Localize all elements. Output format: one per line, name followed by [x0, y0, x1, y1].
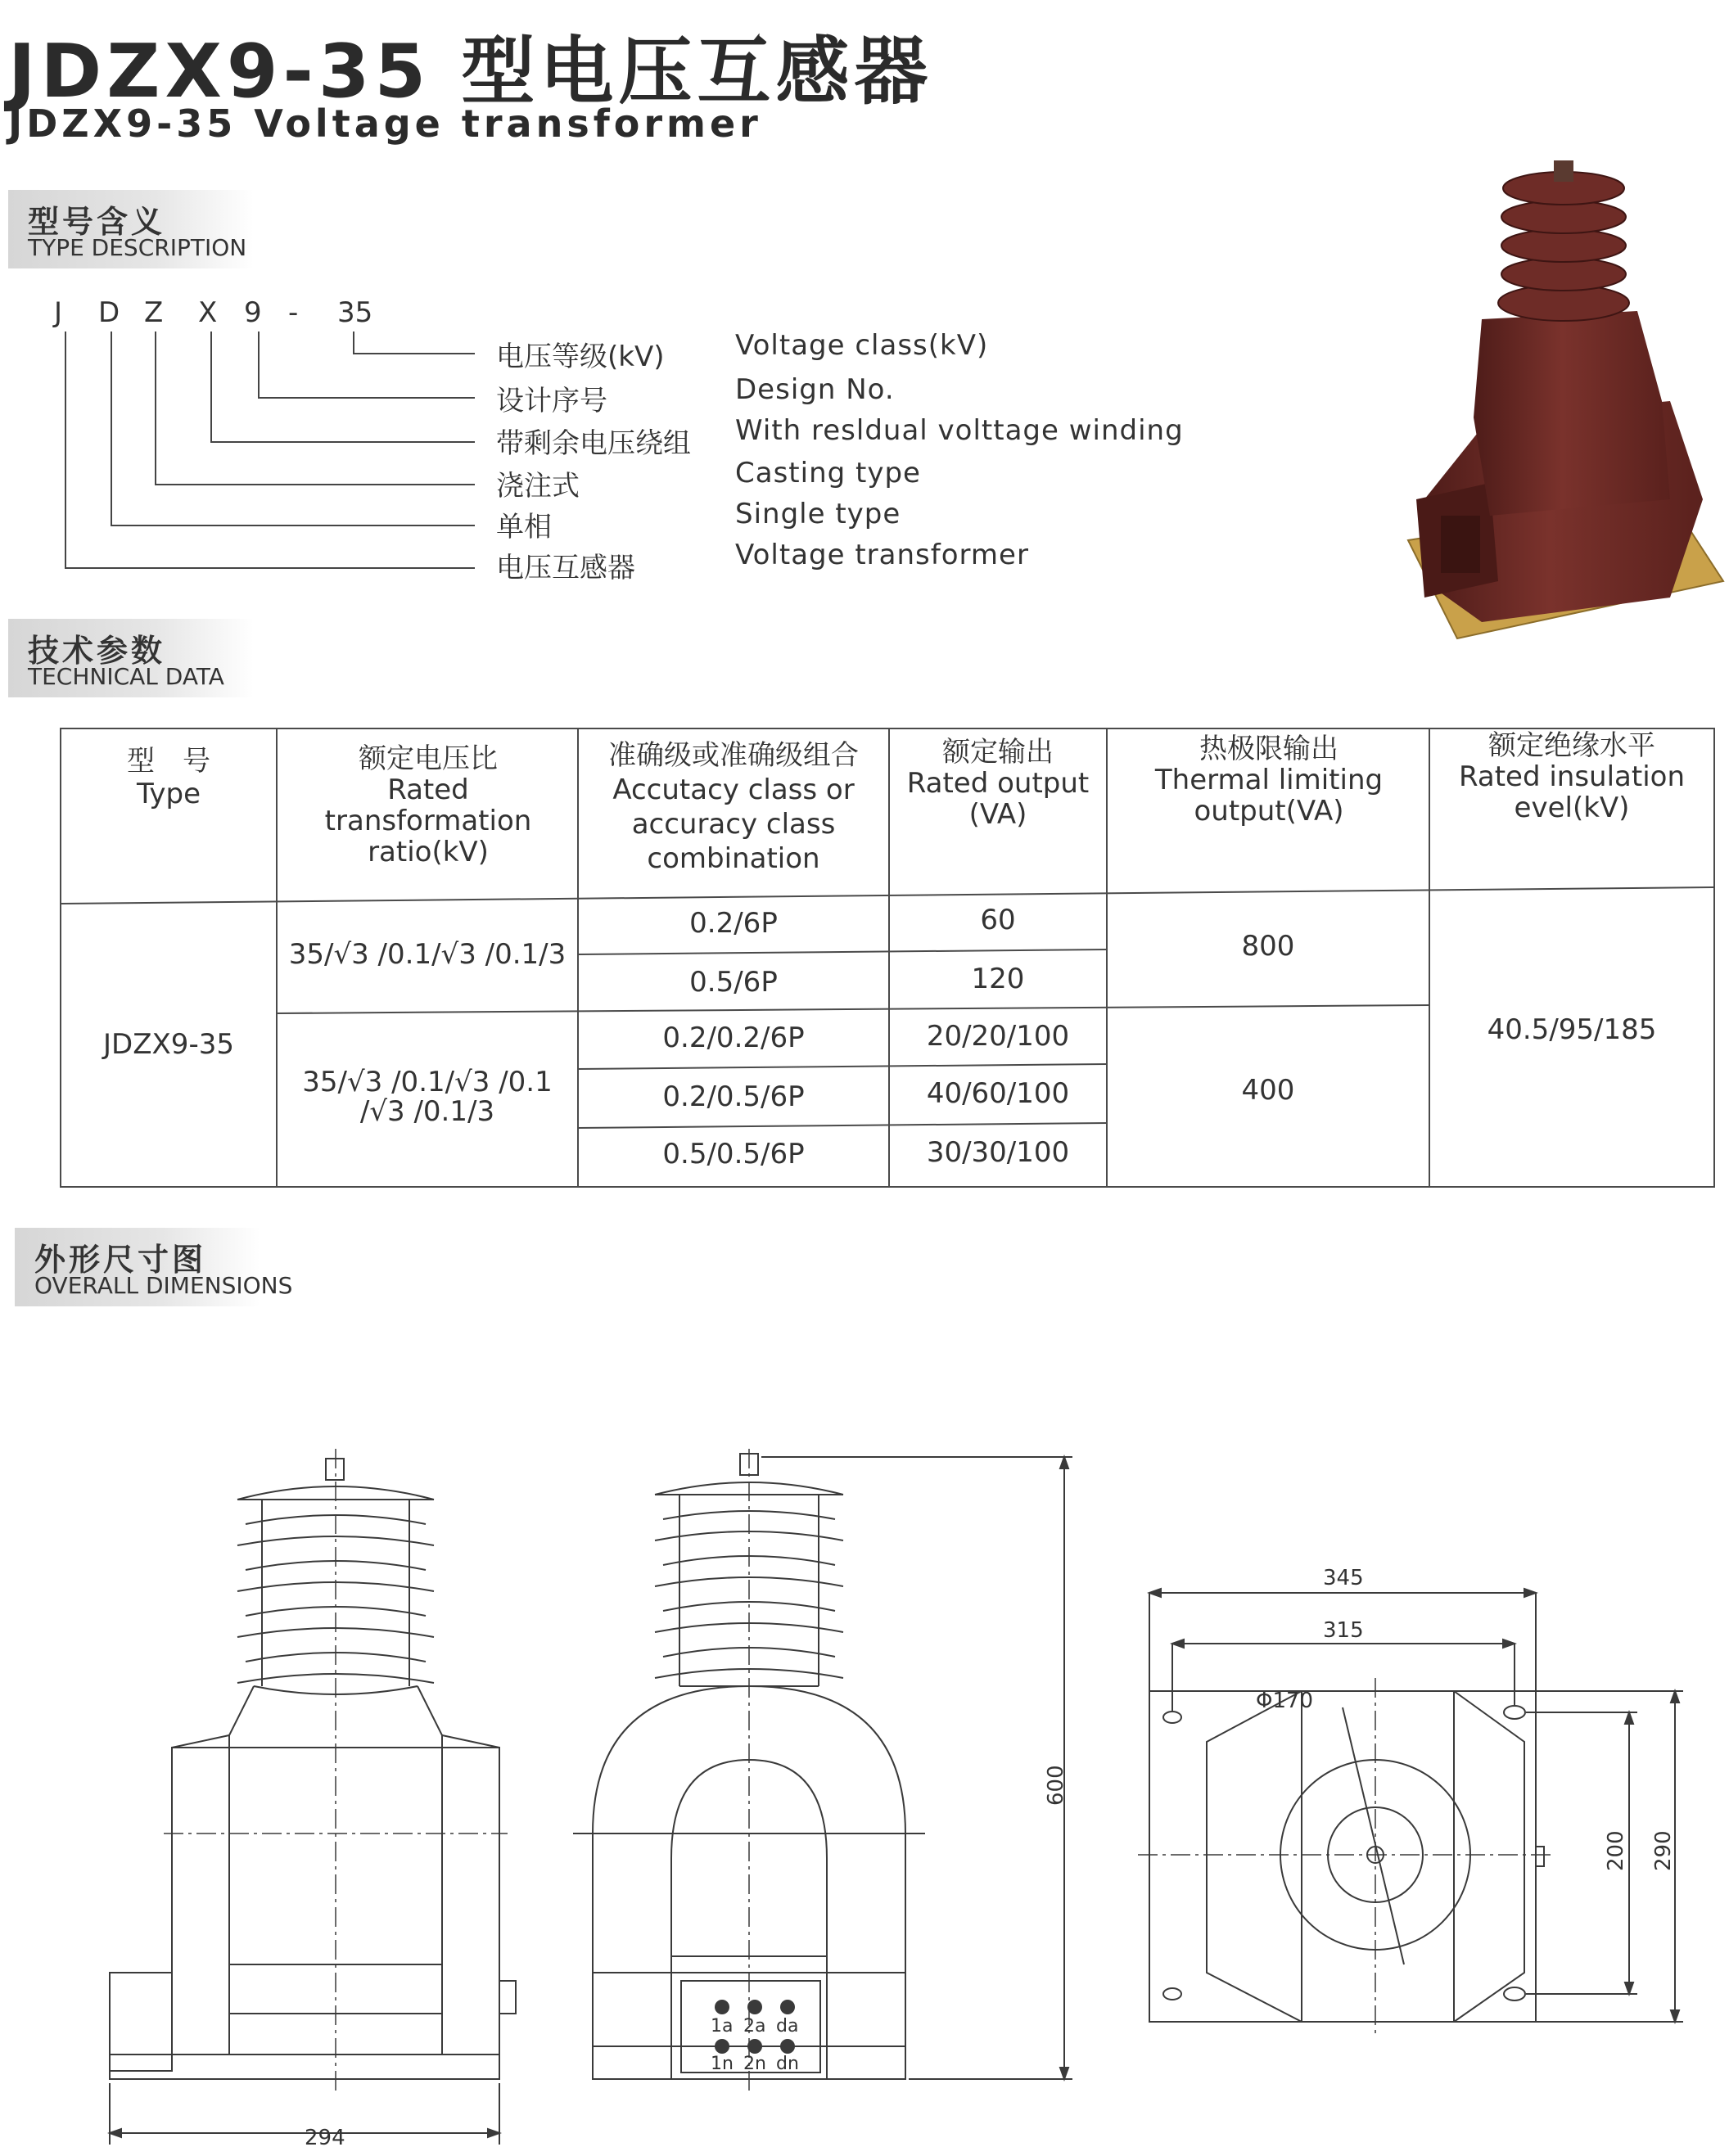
col-header-thermal: 热极限输出 Thermal limiting output(VA) — [1154, 733, 1384, 828]
desc-en-casting-type: Casting type — [735, 457, 921, 489]
section-title-en: TYPE DESCRIPTION — [28, 234, 247, 261]
dim-label-600: 600 — [1044, 1765, 1068, 1806]
code-letter-9: 9 — [244, 296, 262, 329]
desc-cn-voltage-transformer: 电压互感器 — [496, 552, 635, 584]
cell-accuracy-5: 0.5/0.5/6P — [662, 1138, 805, 1170]
cell-accuracy-4: 0.2/0.5/6P — [662, 1080, 805, 1113]
col-header-type: 型 号 Type — [127, 745, 210, 810]
col-header-ratio: 额定电压比 Rated transformation ratio(kV) — [324, 742, 532, 868]
terminal-label-1a: 1a — [711, 2016, 734, 2036]
front-view-drawing — [110, 1449, 516, 2150]
terminal-label-dn: dn — [776, 2054, 799, 2074]
col-header-accuracy: 准确级或准确级组合 Accutacy class or accuracy class combination — [608, 739, 859, 875]
terminal-label-2a: 2a — [743, 2016, 766, 2036]
cell-insulation: 40.5/95/185 — [1487, 1013, 1657, 1046]
code-letter-x: X — [198, 296, 218, 329]
desc-en-voltage-class: Voltage class(kV) — [735, 329, 989, 362]
code-letter-j: J — [54, 296, 63, 329]
cell-output-2: 120 — [971, 963, 1025, 995]
top-view-drawing — [1138, 1566, 1683, 2038]
cell-ratio-1: 35/√3 /0.1/√3 /0.1/3 — [288, 938, 567, 971]
page-title-en: JDZX9-35 Voltage transformer — [8, 101, 762, 146]
col-header-rated-output: 额定输出 Rated output (VA) — [906, 736, 1090, 831]
section-title-cn: 型号含义 — [28, 204, 166, 240]
side-view-drawing — [573, 1449, 1072, 2095]
section-title-en: OVERALL DIMENSIONS — [34, 1272, 293, 1299]
desc-cn-design-no: 设计序号 — [496, 385, 607, 417]
terminal-label-1n: 1n — [711, 2054, 734, 2074]
cell-output-1: 60 — [980, 904, 1016, 936]
desc-cn-single-type: 单相 — [496, 511, 552, 544]
cell-output-3: 20/20/100 — [926, 1020, 1070, 1053]
dim-label-345: 345 — [1323, 1566, 1364, 1590]
dim-label-315: 315 — [1323, 1618, 1364, 1643]
section-title-cn: 技术参数 — [28, 633, 166, 669]
code-letter-z: Z — [144, 296, 164, 329]
dim-label-200: 200 — [1604, 1830, 1628, 1871]
section-title-en: TECHNICAL DATA — [28, 663, 224, 690]
terminal-label-2n: 2n — [743, 2054, 766, 2074]
desc-en-voltage-transformer: Voltage transformer — [735, 539, 1029, 571]
section-title-cn: 外形尺寸图 — [34, 1242, 207, 1278]
cell-accuracy-3: 0.2/0.2/6P — [662, 1022, 805, 1054]
cell-output-5: 30/30/100 — [926, 1136, 1070, 1169]
dim-label-290: 290 — [1651, 1830, 1676, 1871]
terminal-label-da: da — [776, 2016, 799, 2036]
cell-accuracy-2: 0.5/6P — [689, 966, 778, 999]
dim-label-294: 294 — [305, 2126, 345, 2150]
desc-en-design-no: Design No. — [735, 373, 895, 406]
cell-thermal-2: 400 — [1241, 1074, 1295, 1107]
cell-output-4: 40/60/100 — [926, 1077, 1070, 1110]
code-letter-35: 35 — [337, 296, 373, 329]
code-letter-d: D — [98, 296, 120, 329]
cell-type-value: JDZX9-35 — [103, 1028, 234, 1061]
col-header-insulation: 额定绝缘水平 Rated insulation evel(kV) — [1458, 729, 1686, 824]
cell-accuracy-1: 0.2/6P — [689, 907, 778, 940]
code-letter-dash: - — [288, 296, 299, 329]
desc-en-residual-winding: With resldual volttage winding — [735, 414, 1184, 447]
dim-label-dia-170: Φ170 — [1256, 1689, 1314, 1713]
desc-cn-casting-type: 浇注式 — [496, 470, 580, 503]
cell-ratio-2: 35/√3 /0.1/√3 /0.1 /√3 /0.1/3 — [302, 1066, 553, 1128]
desc-cn-residual-winding: 带剩余电压绕组 — [496, 427, 691, 460]
desc-en-single-type: Single type — [735, 498, 901, 530]
cell-thermal-1: 800 — [1241, 930, 1295, 963]
desc-cn-voltage-class: 电压等级(kV) — [496, 341, 665, 373]
page-title-cn: JDZX9-35 型电压互感器 — [8, 29, 933, 115]
